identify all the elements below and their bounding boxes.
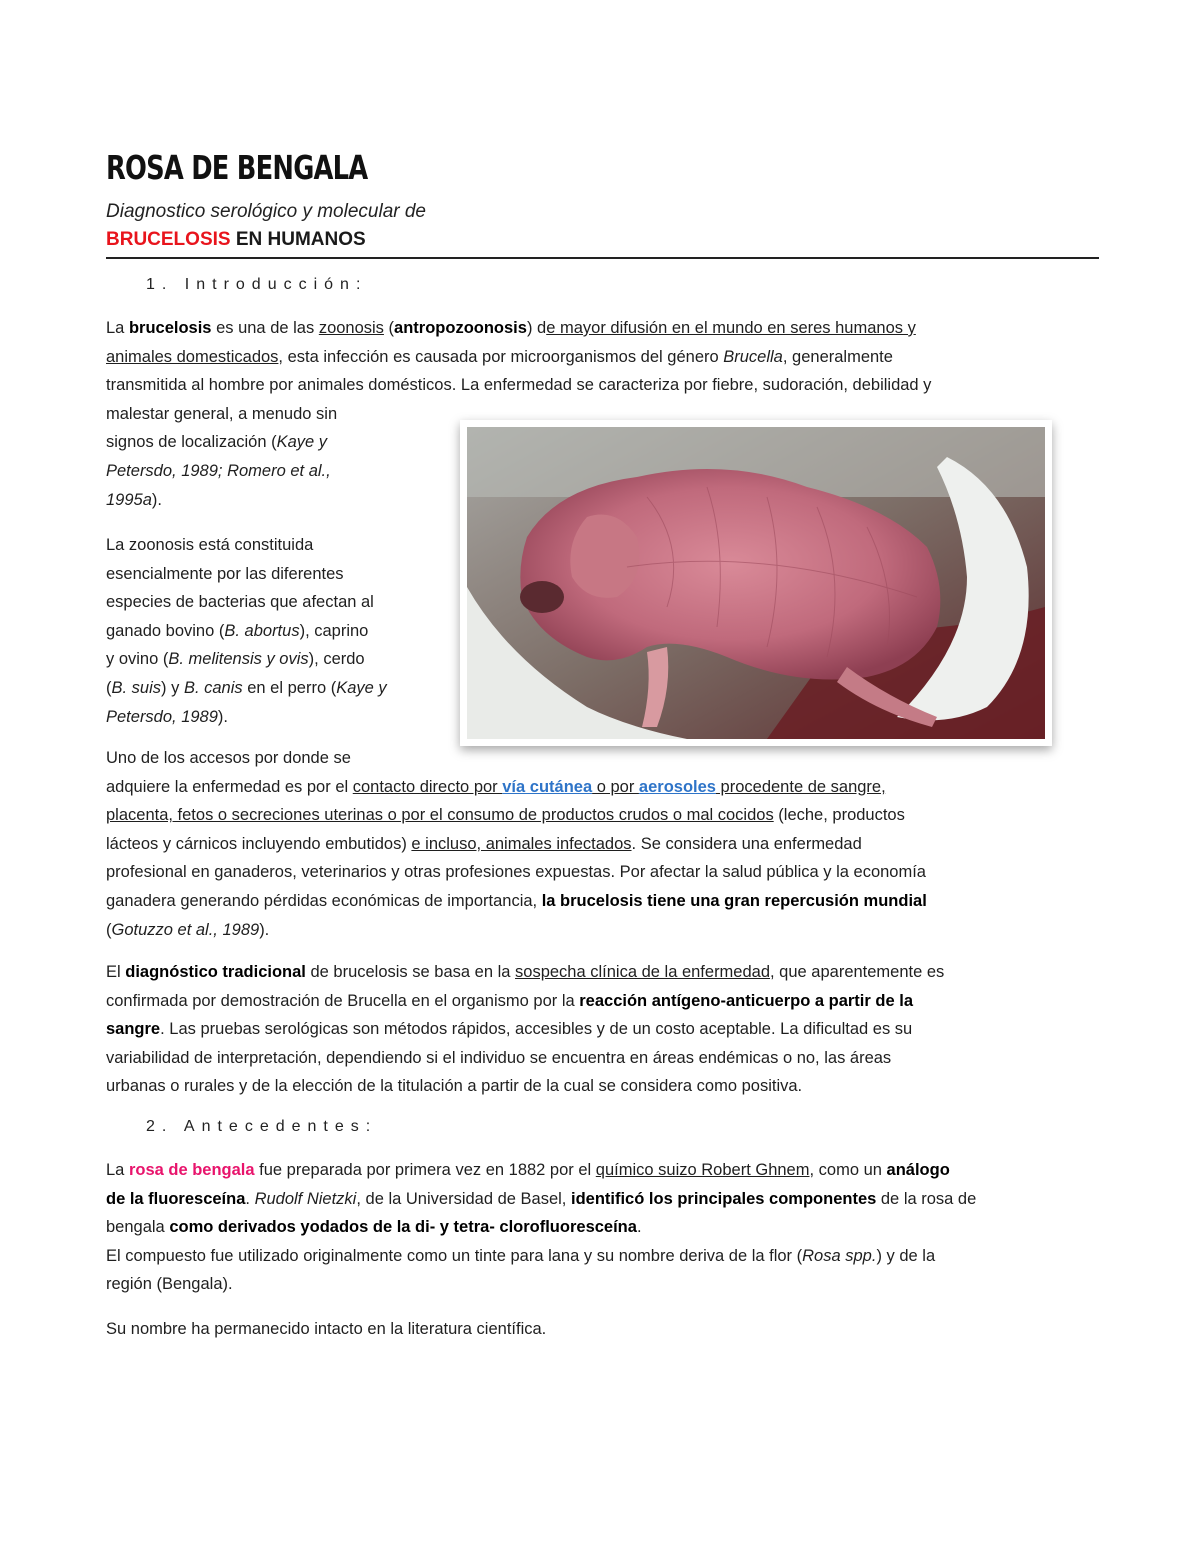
text-line: Petersdo, 1989). <box>106 707 229 726</box>
document-title: ROSA DE BENGALA <box>106 148 368 187</box>
text-line: variabilidad de interpretación, dependiendo si el individuo se encuentra en áreas endémicas o no, las áreas <box>106 1048 892 1067</box>
text-line: La zoonosis está constituida <box>106 536 314 554</box>
text-line: El compuesto fue utilizado originalmente como un tinte para lana y su nombre deriva de la flor (Rosa spp.) y de la <box>106 1246 936 1265</box>
text-line: (B. suis) y B. canis en el perro (Kaye y <box>106 678 387 697</box>
paragraph-antecedentes <box>106 1156 1099 1299</box>
text-line: esencialmente por las diferentes <box>106 564 344 583</box>
aborted-fetus-photo <box>460 420 1052 746</box>
text-line: confirmada por demostración de Brucella en el organismo por la reacción antígeno-anticuerpo a partir de la <box>106 991 913 1010</box>
text-line: profesional en ganaderos, veterinarios y otras profesiones expuestas. Por afectar la salud pública y la economía <box>106 863 926 882</box>
text-line: malestar general, a menudo sin <box>106 404 338 423</box>
text-line: ganado bovino (B. abortus), caprino <box>106 621 369 640</box>
text-line: animales domesticados, esta infección es causada por microorganismos del género Brucella, generalmente <box>106 347 893 366</box>
text-line: región (Bengala). <box>106 1275 233 1294</box>
text-line: lácteos y cárnicos incluyendo embutidos) e incluso, animales infectados. Se considera una enfermedad <box>106 834 862 853</box>
document-subtitle: Diagnostico serológico y molecular de <box>106 201 426 222</box>
paragraph-diagnostico <box>106 958 1099 1101</box>
text-line: 1995a). <box>106 490 162 509</box>
text-line: placenta, fetos o secreciones uterinas o por el consumo de productos crudos o mal cocidos (leche, productos <box>106 806 905 825</box>
text-line: Su nombre ha permanecido intacto en la literatura científica. <box>106 1320 547 1338</box>
text-line: sangre. Las pruebas serológicas son métodos rápidos, accesibles y de un costo aceptable. La dificultad es su <box>106 1020 913 1039</box>
document-subtitle-topic <box>106 229 366 251</box>
text-line: La brucelosis es una de las zoonosis (antropozoonosis) de mayor difusión en el mundo en seres humanos y <box>106 319 916 337</box>
text-line: de la fluoresceína. Rudolf Nietzki, de la Universidad de Basel, identificó los principales componentes de la rosa de <box>106 1189 977 1208</box>
text-line: signos de localización (Kaye y <box>106 433 328 452</box>
topic-highlight: BRUCELOSIS <box>106 229 231 250</box>
paragraph-nombre <box>106 1315 1099 1344</box>
text-line: Uno de los accesos por donde se <box>106 749 351 767</box>
header-divider <box>106 257 1099 259</box>
text-line: El diagnóstico tradicional de brucelosis se basa en la sospecha clínica de la enfermedad, que aparentemente es <box>106 963 945 981</box>
text-line: adquiere la enfermedad es por el contacto directo por vía cutánea o por aerosoles procedente de sangre, <box>106 777 886 796</box>
text-line: y ovino (B. melitensis y ovis), cerdo <box>106 650 365 669</box>
text-line: (Gotuzzo et al., 1989). <box>106 920 270 939</box>
section-heading-introduccion: 1. Introducción: <box>146 276 368 293</box>
paragraph-transmision <box>106 744 1099 944</box>
text-line: especies de bacterias que afectan al <box>106 593 374 612</box>
paragraph-zoonosis <box>106 531 436 731</box>
text-line: transmitida al hombre por animales domésticos. La enfermedad se caracteriza por fiebre, sudoración, debilidad y <box>106 376 932 395</box>
text-line: ganadera generando pérdidas económicas de importancia, la brucelosis tiene una gran repercusión mundial <box>106 891 927 910</box>
topic-rest: EN HUMANOS <box>230 229 366 250</box>
section-heading-antecedentes: 2. Antecedentes: <box>146 1118 378 1135</box>
fetus-image-icon <box>467 427 1045 739</box>
text-line: urbanas o rurales y de la elección de la titulación a partir de la cual se considera como positiva. <box>106 1077 803 1096</box>
text-line: Petersdo, 1989; Romero et al., <box>106 461 331 480</box>
text-line: bengala como derivados yodados de la di- y tetra- clorofluoresceína. <box>106 1218 642 1237</box>
text-line: La rosa de bengala fue preparada por primera vez en 1882 por el químico suizo Robert Ghnem, como un análogo <box>106 1161 950 1179</box>
